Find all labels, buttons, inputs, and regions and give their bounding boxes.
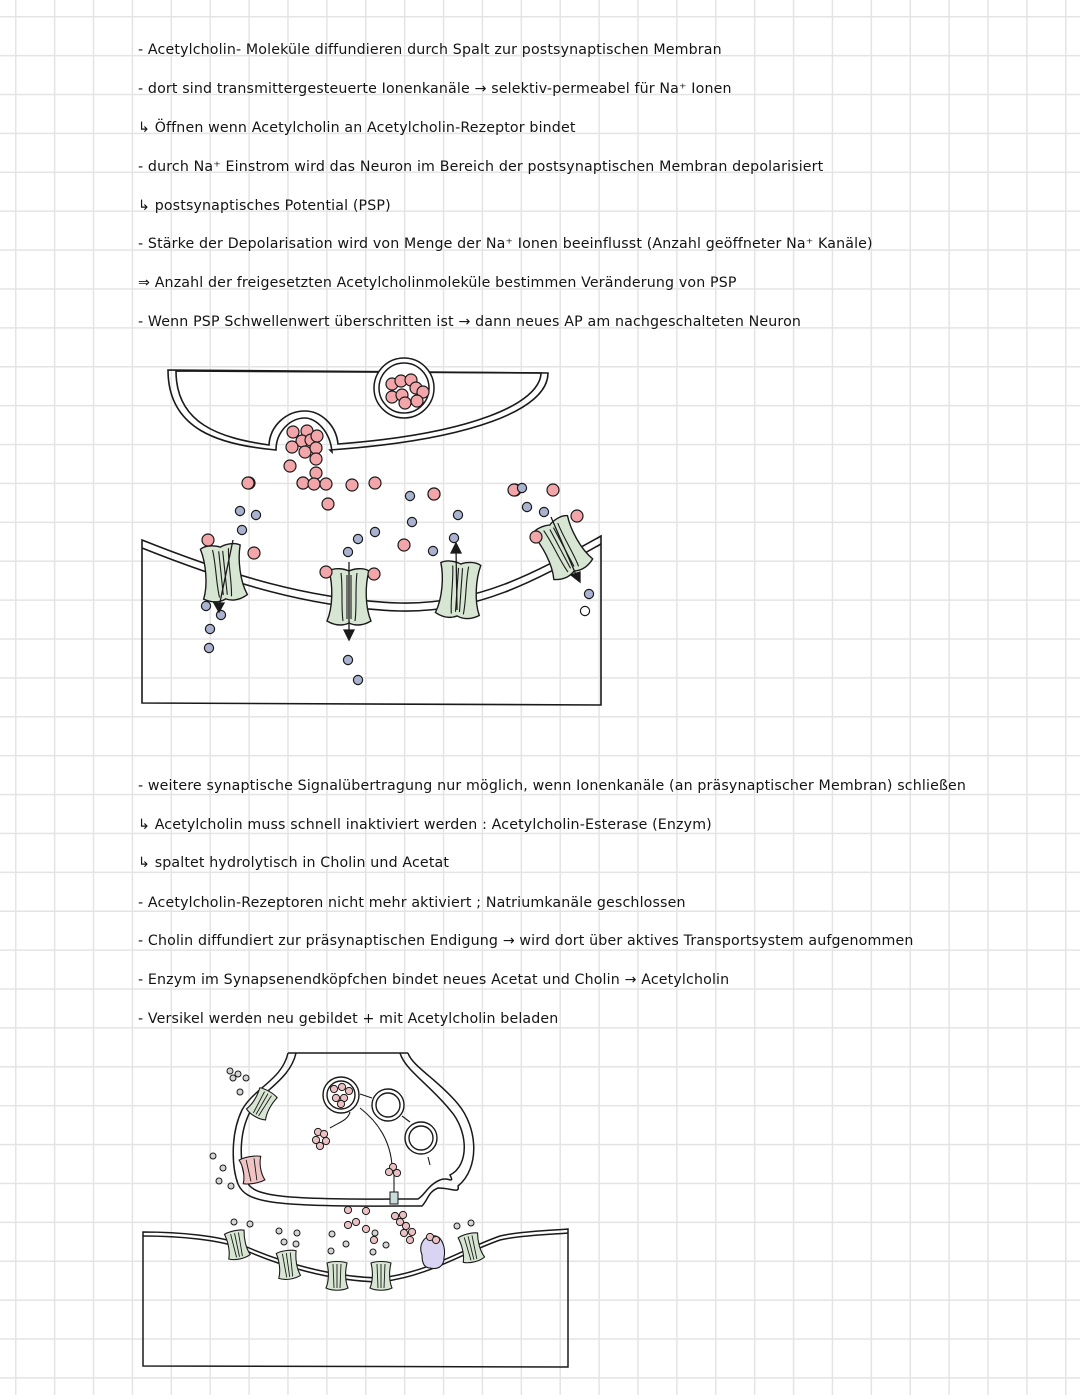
note-line: - durch Na⁺ Einstrom wird das Neuron im Bereich der postsynaptischen Membran depolarisiert xyxy=(138,159,824,175)
note-line: - Stärke der Depolarisation wird von Menge der Na⁺ Ionen beeinflusst (Anzahl geöffneter Na⁺ Kanäle) xyxy=(138,236,873,252)
sodium-ions xyxy=(201,483,593,684)
ion-channel xyxy=(198,543,248,604)
note-line: ⇒ Anzahl der freigesetzten Acetylcholinmoleküle bestimmen Veränderung von PSP xyxy=(138,275,737,291)
empty-vesicle xyxy=(405,1122,437,1154)
bound-acetylcholine xyxy=(202,510,583,580)
receptor xyxy=(326,1262,348,1291)
choline-transporter xyxy=(245,1086,278,1122)
small-molecules xyxy=(312,1128,400,1176)
note-line: - dort sind transmittergesteuerte Ionenkanäle → selektiv-permeabel für Na⁺ Ionen xyxy=(138,81,732,97)
receptor xyxy=(223,1229,250,1262)
note-line: ↳ postsynaptisches Potential (PSP) xyxy=(138,198,391,214)
note-line: - Cholin diffundiert zur präsynaptischen Endigung → wird dort über aktives Transportsystem aufgenommen xyxy=(138,933,914,949)
note-line: ↳ Acetylcholin muss schnell inaktiviert werden : Acetylcholin-Esterase (Enzym) xyxy=(138,817,712,833)
vesicle xyxy=(374,358,434,418)
released-acetylcholine xyxy=(242,425,559,551)
synapse-diagram-2 xyxy=(0,1040,1080,1395)
receptor xyxy=(275,1249,301,1281)
filled-vesicle xyxy=(323,1077,359,1113)
ion-channel xyxy=(435,560,483,619)
note-line: - Enzym im Synapsenendköpfchen bindet neues Acetat und Cholin → Acetylcholin xyxy=(138,972,730,988)
note-line: ↳ Öffnen wenn Acetylcholin an Acetylcholin-Rezeptor bindet xyxy=(138,120,576,136)
presynaptic-terminal xyxy=(168,370,548,452)
note-line: - Wenn PSP Schwellenwert überschritten ist → dann neues AP am nachgeschalteten Neuron xyxy=(138,314,802,330)
receptor xyxy=(370,1262,392,1291)
pump-protein xyxy=(239,1155,265,1185)
presynaptic-channel xyxy=(390,1192,398,1204)
recycling-illustration xyxy=(0,1040,1080,1395)
note-line: - Versikel werden neu gebildet + mit Acetylcholin beladen xyxy=(138,1011,559,1027)
presynaptic-terminal xyxy=(233,1053,474,1206)
note-line: ↳ spaltet hydrolytisch in Cholin und Acetat xyxy=(138,855,450,871)
ion-channel xyxy=(529,513,594,583)
note-line: - weitere synaptische Signalübertragung nur möglich, wenn Ionenkanäle (an präsynaptischer Membran) schließen xyxy=(138,778,967,794)
flow-arrows xyxy=(214,517,580,640)
postsynaptic-membrane xyxy=(143,1229,568,1367)
note-line: - Acetylcholin- Moleküle diffundieren durch Spalt zur postsynaptischen Membran xyxy=(138,42,722,58)
empty-vesicle xyxy=(372,1089,404,1121)
note-line: - Acetylcholin-Rezeptoren nicht mehr aktiviert ; Natriumkanäle geschlossen xyxy=(138,895,686,911)
